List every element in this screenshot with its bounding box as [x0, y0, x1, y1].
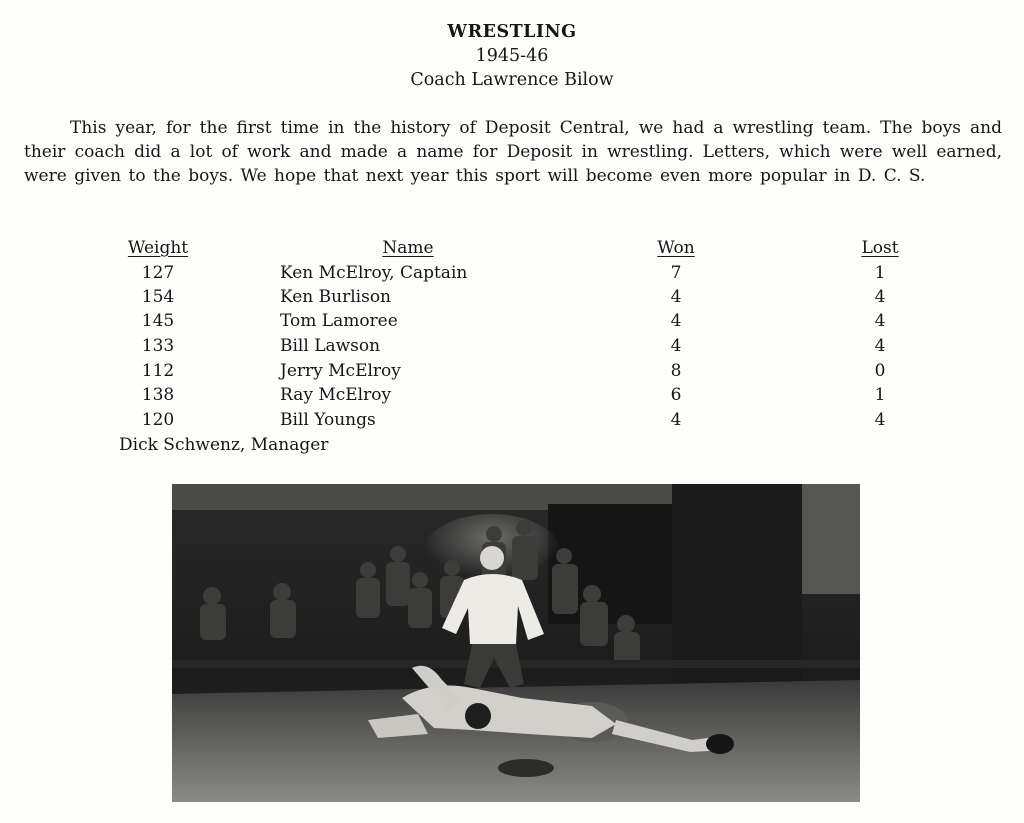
coach-line: Coach Lawrence Bilow [410, 70, 614, 90]
lost-cell: 4 [874, 311, 886, 331]
season-subtitle: 1945-46 [475, 46, 549, 66]
won-cell: 6 [670, 385, 682, 405]
weight-cell: 133 [141, 336, 175, 356]
won-cell: 4 [670, 287, 682, 307]
won-cell: 4 [670, 311, 682, 331]
wrestling-photo [172, 484, 860, 802]
name-cell: Bill Youngs [280, 410, 376, 430]
won-cell: 4 [670, 336, 682, 356]
weight-cell: 127 [141, 263, 175, 283]
weight-cell: 112 [141, 361, 175, 381]
won-cell: 8 [670, 361, 682, 381]
intro-paragraph: This year, for the first time in the history of Deposit Central, we had a wrestling team. The boys and their coach did a lot of work and made a name for Deposit in wrestling. Letters, which were well earned, were given to the boys. We hope that next year this sport will become even more popular in D. C. S. [24, 118, 1002, 186]
name-cell: Tom Lamoree [280, 311, 398, 331]
lost-cell: 1 [874, 385, 886, 405]
won-cell: 7 [670, 263, 682, 283]
weight-cell: 154 [141, 287, 175, 307]
table-row [0, 383, 1024, 407]
table-row [0, 261, 1024, 285]
name-cell: Ken Burlison [280, 287, 392, 307]
table-row [0, 334, 1024, 358]
name-cell: Jerry McElroy [280, 361, 401, 381]
won-cell: 4 [670, 410, 682, 430]
table-row [0, 408, 1024, 432]
column-header-lost: Lost [861, 238, 899, 258]
name-cell: Ray McElroy [280, 385, 392, 405]
lost-cell: 4 [874, 287, 886, 307]
table-row [0, 359, 1024, 383]
table-row [0, 309, 1024, 333]
page-title: WRESTLING [447, 22, 577, 42]
name-cell: Bill Lawson [280, 336, 381, 356]
lost-cell: 4 [874, 410, 886, 430]
lost-cell: 1 [874, 263, 886, 283]
table-row [0, 285, 1024, 309]
column-header-won: Won [657, 238, 695, 258]
weight-cell: 120 [141, 410, 175, 430]
lost-cell: 4 [874, 336, 886, 356]
weight-cell: 138 [141, 385, 175, 405]
column-header-name: Name [382, 238, 434, 258]
lost-cell: 0 [874, 361, 886, 381]
manager-line: Dick Schwenz, Manager [119, 435, 329, 455]
name-cell: Ken McElroy, Captain [280, 263, 468, 283]
weight-cell: 145 [141, 311, 175, 331]
column-header-weight: Weight [127, 238, 189, 258]
table-header-row [0, 236, 1024, 260]
